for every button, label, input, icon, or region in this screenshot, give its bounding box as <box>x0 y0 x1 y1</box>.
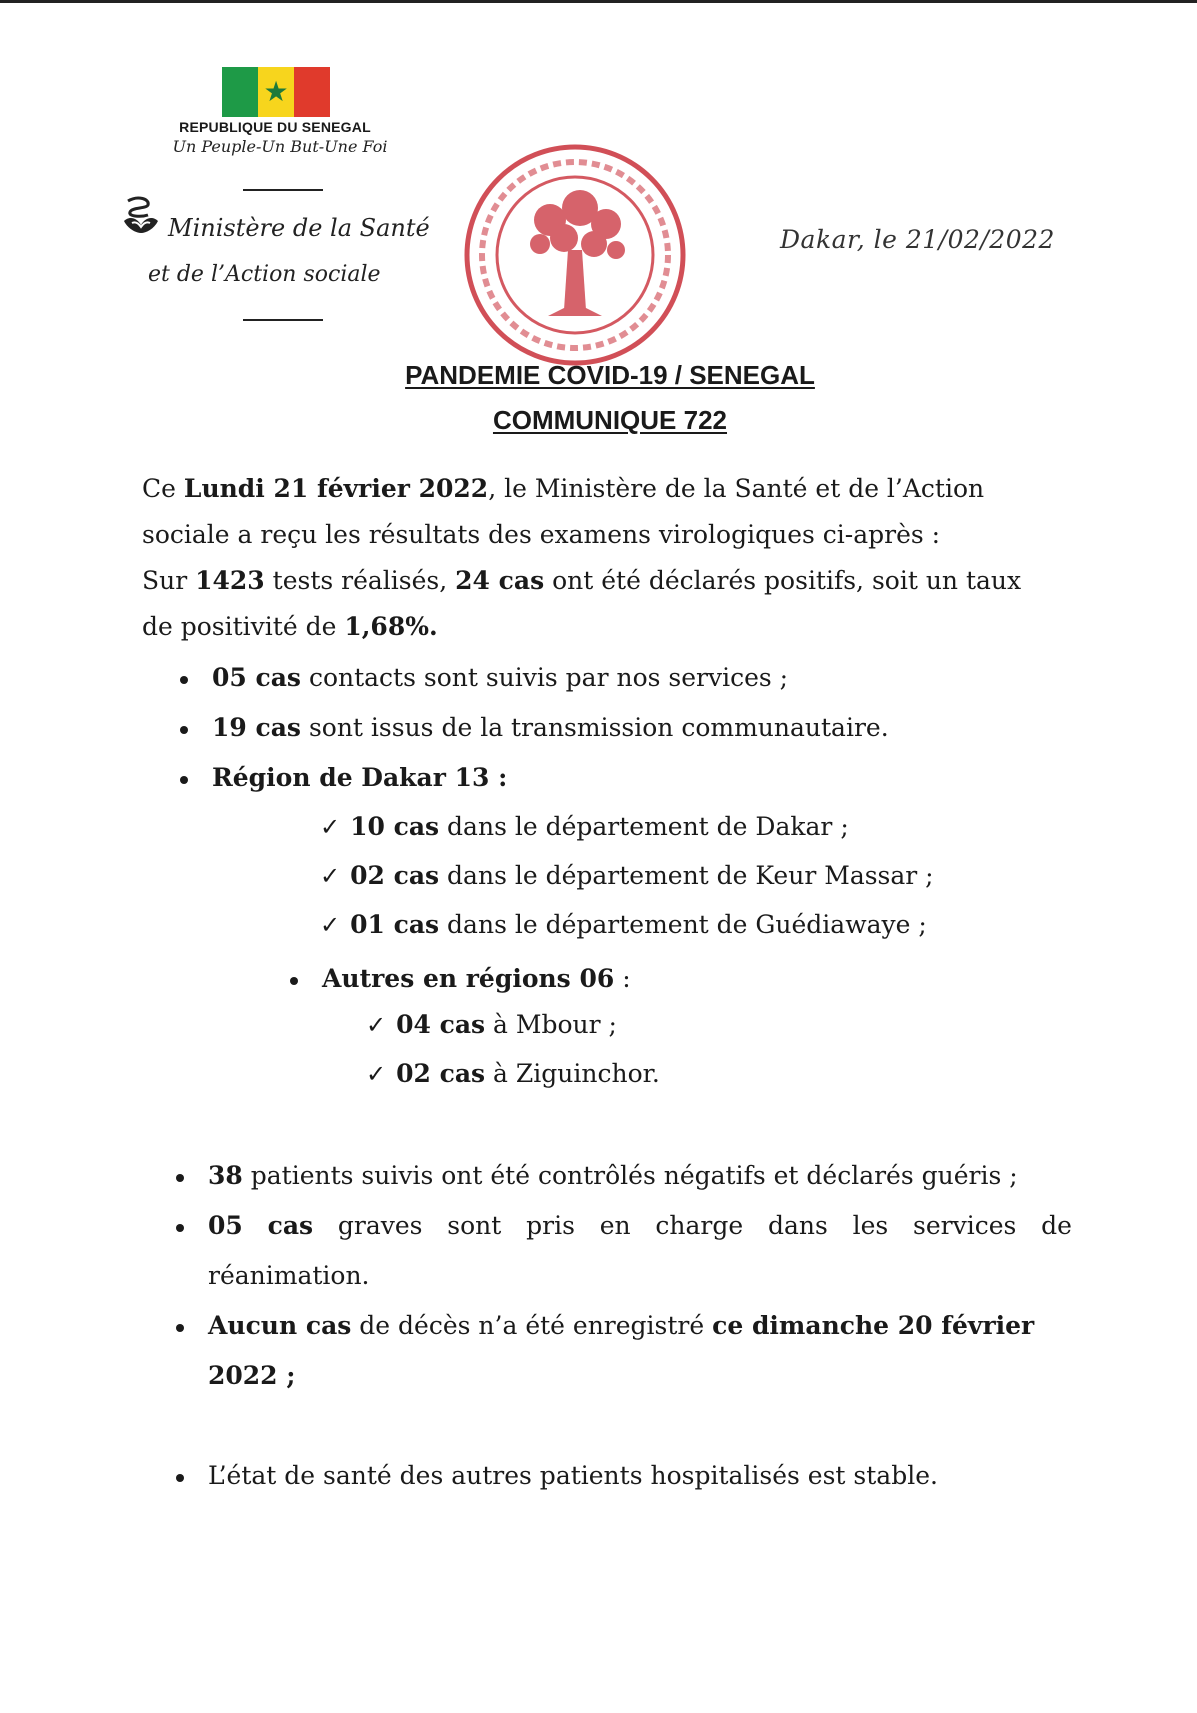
bullet-grave-cases: 05 cas graves sont pris en charge dans les services de <box>208 1211 1072 1240</box>
bullet-icon <box>290 977 298 985</box>
bullet-icon <box>176 1174 184 1182</box>
dakar-item: ✓ 01 cas dans le département de Guédiawaye ; <box>320 910 927 939</box>
bullet-icon <box>180 776 188 784</box>
intro-line-1: Ce Lundi 21 février 2022, le Ministère de la Santé et de l’Action <box>142 474 985 503</box>
divider <box>243 189 323 191</box>
dakar-item: ✓ 10 cas dans le département de Dakar ; <box>320 812 849 841</box>
other-region-item: ✓ 04 cas à Mbour ; <box>366 1010 617 1039</box>
bullet-icon <box>176 1324 184 1332</box>
senegal-flag-icon <box>222 67 330 117</box>
bullet-other-regions: Autres en régions 06 : <box>322 964 631 993</box>
top-border <box>0 0 1197 3</box>
bullet-community: 19 cas sont issus de la transmission communautaire. <box>212 713 889 742</box>
checkmark-icon: ✓ <box>320 862 341 890</box>
checkmark-icon: ✓ <box>320 911 341 939</box>
bullet-grave-cases-cont: réanimation. <box>208 1261 370 1290</box>
bullet-deaths: Aucun cas de décès n’a été enregistré ce dimanche 20 février <box>208 1311 1035 1340</box>
document-title: PANDEMIE COVID-19 / SENEGAL <box>405 360 815 390</box>
intro-line-4: de positivité de 1,68%. <box>142 612 438 641</box>
intro-line-2: sociale a reçu les résultats des examens virologiques ci-après : <box>142 520 941 549</box>
bullet-contacts: 05 cas contacts sont suivis par nos services ; <box>212 663 789 692</box>
bullet-dakar-region: Région de Dakar 13 : <box>212 763 508 792</box>
checkmark-icon: ✓ <box>366 1011 387 1039</box>
intro-paragraph <box>142 466 1078 650</box>
other-region-item: ✓ 02 cas à Ziguinchor. <box>366 1059 660 1088</box>
ministry-seal-stamp <box>460 140 690 370</box>
checkmark-icon: ✓ <box>366 1060 387 1088</box>
bullet-cured: 38 patients suivis ont été contrôlés négatifs et déclarés guéris ; <box>208 1161 1018 1190</box>
intro-line-3: Sur 1423 tests réalisés, 24 cas ont été déclarés positifs, soit un taux <box>142 566 1022 595</box>
bullet-icon <box>180 726 188 734</box>
ministry-logo-icon <box>118 195 164 235</box>
divider <box>243 319 323 321</box>
communique-number: COMMUNIQUE 722 <box>492 405 728 435</box>
bullet-icon <box>180 676 188 684</box>
dakar-item: ✓ 02 cas dans le département de Keur Massar ; <box>320 861 934 890</box>
checkmark-icon: ✓ <box>320 813 341 841</box>
bullet-icon <box>176 1224 184 1232</box>
national-motto: Un Peuple-Un But-Une Foi <box>172 137 388 156</box>
ministry-name-line1: Ministère de la Santé <box>168 214 430 242</box>
ministry-name-line2: et de l’Action sociale <box>148 262 381 287</box>
document-date: Dakar, le 21/02/2022 <box>780 225 1055 254</box>
bullet-deaths-cont: 2022 ; <box>208 1361 296 1390</box>
country-name: REPUBLIQUE DU SENEGAL <box>179 119 371 135</box>
bullet-icon <box>176 1474 184 1482</box>
star-icon: ★ <box>263 75 289 108</box>
bullet-stable: L’état de santé des autres patients hospitalisés est stable. <box>208 1461 938 1490</box>
